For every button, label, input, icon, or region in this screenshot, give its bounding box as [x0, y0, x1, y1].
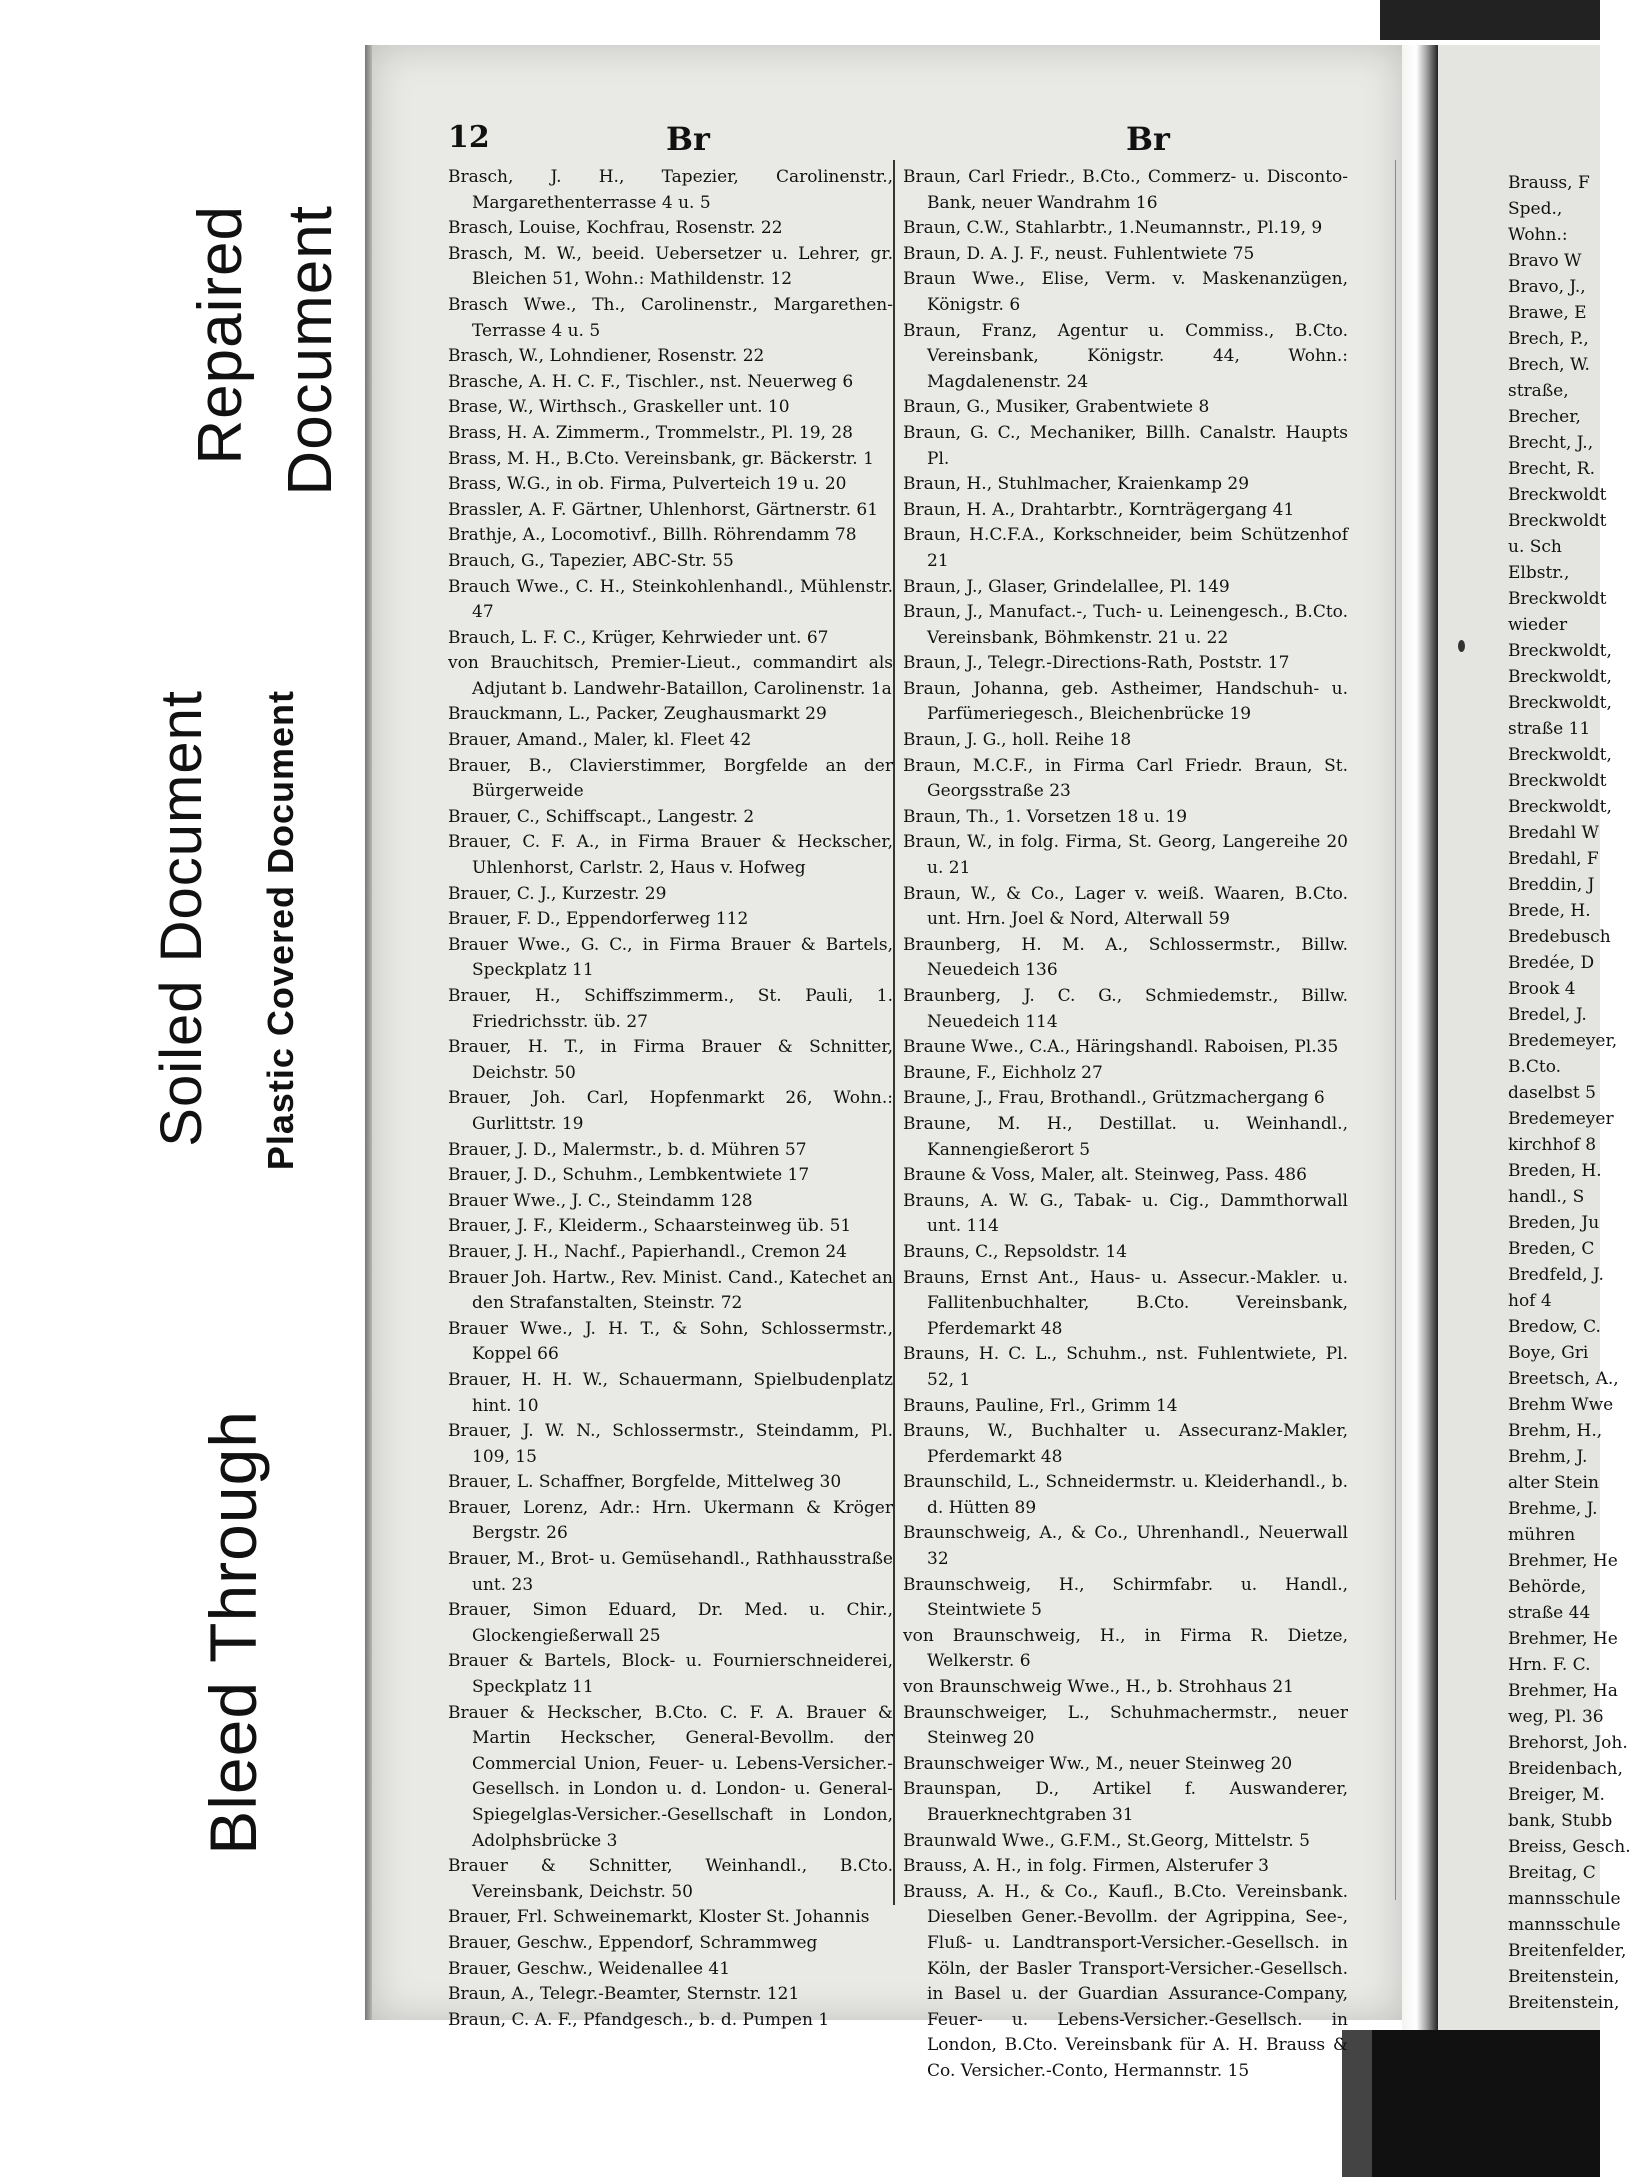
next-page-fragment: Breckwoldt,	[1508, 797, 1612, 817]
book-gutter	[1402, 40, 1438, 2040]
next-page-fragment: Brehm Wwe	[1508, 1395, 1614, 1415]
next-page-fragment: mühren	[1508, 1525, 1576, 1545]
next-page-fragment: Bredel, J.	[1508, 1005, 1587, 1025]
left-column	[448, 165, 893, 2033]
directory-entry: Brauer, J. W. N., Schlossermstr., Steindamm, Pl. 109, 15	[448, 1421, 893, 1467]
next-page-fragment: Breckwoldt	[1508, 511, 1607, 531]
next-page-fragment: Breidenbach,	[1508, 1759, 1623, 1779]
directory-entry: Brass, M. H., B.Cto. Vereinsbank, gr. Bäckerstr. 1	[448, 448, 874, 469]
directory-entry: Brauer, Lorenz, Adr.: Hrn. Ukermann & Kröger Bergstr. 26	[448, 1497, 893, 1544]
directory-entry: Braun, Johanna, geb. Astheimer, Handschuh- u. Parfümeriegesch., Bleichenbrücke 19	[903, 678, 1348, 725]
next-page-fragment: Brehmer, He	[1508, 1551, 1618, 1571]
directory-entry: Brasch, J. H., Tapezier, Carolinenstr., Margarethenterrasse 4 u. 5	[448, 167, 893, 213]
page-number: 12	[448, 120, 490, 155]
directory-entry: Brase, W., Wirthsch., Graskeller unt. 10	[448, 397, 790, 418]
next-page-fragment: Bravo, J.,	[1508, 277, 1586, 297]
directory-entry: Braunwald Wwe., G.F.M., St.Georg, Mittelstr. 5	[903, 1830, 1310, 1851]
directory-entry: Brauer, H. T., in Firma Brauer & Schnitter, Deichstr. 50	[448, 1037, 893, 1083]
directory-entry: Braune, F., Eichholz 27	[903, 1062, 1103, 1083]
next-page-fragment: weg, Pl. 36	[1508, 1707, 1604, 1727]
directory-entry: Brauer, Frl. Schweinemarkt, Kloster St. Johannis	[448, 1907, 870, 1928]
directory-entry: Brauer, J. D., Schuhm., Lembkentwiete 17	[448, 1165, 810, 1186]
next-page-fragment: Hrn. F. C.	[1508, 1655, 1591, 1675]
next-page-fragment: B.Cto.	[1508, 1057, 1562, 1077]
next-page-fragment: Brecht, R.	[1508, 459, 1595, 479]
next-page-fragment: kirchhof 8	[1508, 1135, 1597, 1155]
directory-entry: Brauer & Heckscher, B.Cto. C. F. A. Brauer & Martin Heckscher, General-Bevollm. der Commercial Union, Feuer- u. Lebens-Versicher.-Gesellsch. in London u. d. London- u. General-Spiegelglas-Versicher.-Gesellschaft in London, Adolphsbrücke 3	[448, 1702, 893, 1851]
next-page-fragment: Bravo W	[1508, 251, 1582, 271]
next-page-column	[1508, 170, 1631, 2016]
directory-entry: Brauns, A. W. G., Tabak- u. Cig., Dammthorwall unt. 114	[903, 1190, 1348, 1237]
next-page-fragment: Brecht, J.,	[1508, 433, 1594, 453]
directory-entry: von Braunschweig Wwe., H., b. Strohhaus 21	[903, 1677, 1294, 1698]
next-page-fragment: Breiger, M.	[1508, 1785, 1605, 1805]
next-page-fragment: handl., S	[1508, 1187, 1585, 1207]
next-page-fragment: Breitenfelder,	[1508, 1941, 1627, 1961]
directory-entry: Brauckmann, L., Packer, Zeughausmarkt 29	[448, 704, 827, 725]
directory-entry: Braun, Carl Friedr., B.Cto., Commerz- u. Disconto-Bank, neuer Wandrahm 16	[903, 167, 1348, 213]
next-page-fragment: Breckwoldt,	[1508, 667, 1612, 687]
next-page-fragment: Wohn.:	[1508, 225, 1568, 245]
next-page-fragment: hof 4	[1508, 1291, 1552, 1311]
left-column-header: Br	[666, 120, 710, 158]
directory-entry: Brauer, H. H. W., Schauermann, Spielbudenplatz hint. 10	[448, 1369, 893, 1416]
directory-entry: Braun, J., Glaser, Grindelallee, Pl. 149	[903, 576, 1230, 597]
next-page-fragment: daselbst 5	[1508, 1083, 1596, 1103]
label-bleed-through: Bleed Through	[196, 1410, 270, 1855]
next-page-fragment: Breden, H.	[1508, 1161, 1602, 1181]
next-page-fragment: wieder	[1508, 615, 1568, 635]
next-page-fragment: Brehm, J.	[1508, 1447, 1588, 1467]
directory-entry: Brauss, A. H., & Co., Kaufl., B.Cto. Vereinsbank. Dieselben Gener.-Bevollm. der Agrippina, See-, Fluß- u. Landtransport-Versicher.-Gesellsch. in Köln, der Basler Transport-Versicher.-Gesellsch. in Basel u. der Guardian Assurance-Company, Feuer- u. Lebens-Versicher.-Gesellsch. in London, B.Cto. Vereinsbank für A. H. Brauss & Co. Versicher.-Conto, Hermannstr. 15	[903, 1881, 1348, 2081]
directory-entry: Braun, H.C.F.A., Korkschneider, beim Schützenhof 21	[903, 525, 1348, 571]
next-page-fragment: Brehme, J.	[1508, 1499, 1598, 1519]
directory-entry: Braun, H., Stuhlmacher, Kraienkamp 29	[903, 474, 1250, 495]
directory-entry: Braunberg, J. C. G., Schmiedemstr., Billw. Neuedeich 114	[903, 986, 1348, 1032]
directory-entry: Brauns, Ernst Ant., Haus- u. Assecur.-Makler. u. Fallitenbuchhalter, B.Cto. Vereinsbank, Pferdemarkt 48	[903, 1267, 1348, 1339]
next-page-fragment: bank, Stubb	[1508, 1811, 1613, 1831]
top-corner	[1380, 0, 1600, 45]
directory-entry: Braunschild, L., Schneidermstr. u. Kleiderhandl., b. d. Hütten 89	[903, 1472, 1348, 1518]
next-page-fragment: Brech, W.	[1508, 355, 1590, 375]
directory-entry: Brauer Wwe., G. C., in Firma Brauer & Bartels, Speckplatz 11	[448, 934, 893, 981]
directory-entry: Braun, M.C.F., in Firma Carl Friedr. Braun, St. Georgsstraße 23	[903, 755, 1348, 802]
directory-entry: Braun, J. G., holl. Reihe 18	[903, 730, 1132, 751]
next-page-fragment: Breden, Ju	[1508, 1213, 1600, 1233]
next-page-fragment: Brehm, H.,	[1508, 1421, 1603, 1441]
directory-entry: Brasch, Louise, Kochfrau, Rosenstr. 22	[448, 218, 783, 239]
directory-entry: von Braunschweig, H., in Firma R. Dietze, Welkerstr. 6	[903, 1625, 1348, 1672]
next-page-fragment: Brauss, F	[1508, 173, 1590, 193]
directory-entry: Brasch Wwe., Th., Carolinenstr., Margarethen-Terrasse 4 u. 5	[448, 294, 893, 341]
directory-entry: Brauss, A. H., in folg. Firmen, Alsterufer 3	[903, 1856, 1269, 1877]
directory-entry: Brauer, Simon Eduard, Dr. Med. u. Chir., Glockengießerwall 25	[448, 1600, 893, 1646]
next-page-fragment: Brawe, E	[1508, 303, 1587, 323]
directory-entry: Brauer & Bartels, Block- u. Fournierschneiderei, Speckplatz 11	[448, 1651, 893, 1698]
directory-entry: Brauer, C., Schiffscapt., Langestr. 2	[448, 806, 755, 827]
label-repaired: Repaired	[186, 205, 255, 465]
directory-entry: Braun, J., Manufact.-, Tuch- u. Leinengesch., B.Cto. Vereinsbank, Böhmkenstr. 21 u. 22	[903, 602, 1348, 648]
next-page-fragment: Breckwoldt	[1508, 589, 1607, 609]
next-page-fragment: Breckwoldt,	[1508, 641, 1612, 661]
next-page-fragment: straße 11	[1508, 719, 1591, 739]
directory-entry: Brauch Wwe., C. H., Steinkohlenhandl., Mühlenstr. 47	[448, 576, 893, 623]
directory-entry: Braun, W., & Co., Lager v. weiß. Waaren, B.Cto. unt. Hrn. Joel & Nord, Alterwall 59	[903, 883, 1348, 930]
directory-entry: Brauer & Schnitter, Weinhandl., B.Cto. Vereinsbank, Deichstr. 50	[448, 1856, 893, 1902]
directory-entry: Braune & Voss, Maler, alt. Steinweg, Pass. 486	[903, 1165, 1307, 1186]
directory-entry: Braune Wwe., C.A., Häringshandl. Raboisen, Pl.35	[903, 1037, 1339, 1058]
next-page-fragment: Bredebusch	[1508, 927, 1611, 947]
next-page-fragment: straße,	[1508, 381, 1569, 401]
directory-entry: Brauer, C. F. A., in Firma Brauer & Heckscher, Uhlenhorst, Carlstr. 2, Haus v. Hofweg	[448, 832, 893, 879]
next-page-fragment: Elbstr.,	[1508, 563, 1570, 583]
next-page-fragment: Bredfeld, J.	[1508, 1265, 1604, 1285]
directory-entry: Braunberg, H. M. A., Schlossermstr., Billw. Neuedeich 136	[903, 934, 1348, 981]
next-page-fragment: Breckwoldt,	[1508, 693, 1612, 713]
directory-entry: Brauer, Joh. Carl, Hopfenmarkt 26, Wohn.: Gurlittstr. 19	[448, 1088, 893, 1134]
next-page-fragment: u. Sch	[1508, 537, 1562, 557]
next-page-fragment: Breckwoldt	[1508, 485, 1607, 505]
next-page-fragment: Bredemeyer,	[1508, 1031, 1618, 1051]
directory-entry: Brauer, C. J., Kurzestr. 29	[448, 883, 667, 904]
directory-entry: Brauer Joh. Hartw., Rev. Minist. Cand., Katechet an den Strafanstalten, Steinstr. 72	[448, 1267, 893, 1314]
directory-entry: Brauch, G., Tapezier, ABC-Str. 55	[448, 550, 734, 571]
directory-entry: Brauer, J. F., Kleiderm., Schaarsteinweg üb. 51	[448, 1216, 852, 1237]
directory-entry: Brauer, J. D., Malermstr., b. d. Mühren 57	[448, 1139, 807, 1160]
directory-entry: Brauer, H., Schiffszimmerm., St. Pauli, 1. Friedrichsstr. üb. 27	[448, 986, 893, 1032]
directory-entry: Brauer, F. D., Eppendorferweg 112	[448, 909, 749, 930]
next-page-fragment: Brook 4	[1508, 979, 1576, 999]
directory-entry: Braun, A., Telegr.-Beamter, Sternstr. 121	[448, 1984, 800, 2005]
directory-entry: Braun, D. A. J. F., neust. Fuhlentwiete 75	[903, 243, 1255, 264]
next-page-fragment: straße 44	[1508, 1603, 1591, 1623]
next-page-fragment: Breitenstein,	[1508, 1993, 1620, 2013]
directory-entry: Brassler, A. F. Gärtner, Uhlenhorst, Gärtnerstr. 61	[448, 499, 879, 520]
next-page-fragment: Brecher,	[1508, 407, 1581, 427]
directory-entry: Braunschweig, A., & Co., Uhrenhandl., Neuerwall 32	[903, 1523, 1348, 1570]
next-page-fragment: Breitag, C	[1508, 1863, 1596, 1883]
next-page-fragment: Bredée, D	[1508, 953, 1595, 973]
ink-spot	[1458, 640, 1465, 652]
directory-entry: Brauer, J. H., Nachf., Papierhandl., Cremon 24	[448, 1241, 847, 1262]
next-page-fragment: Breddin, J	[1508, 875, 1595, 895]
next-page-fragment: Brehmer, He	[1508, 1629, 1618, 1649]
directory-entry: Brasch, M. W., beeid. Uebersetzer u. Lehrer, gr. Bleichen 51, Wohn.: Mathildenstr. 12	[448, 243, 893, 290]
next-page-fragment: Brede, H.	[1508, 901, 1591, 921]
directory-entry: Braune, M. H., Destillat. u. Weinhandl., Kannengießerort 5	[903, 1113, 1348, 1160]
next-page-fragment: Brech, P.,	[1508, 329, 1589, 349]
directory-entry: Brauer Wwe., J. C., Steindamm 128	[448, 1190, 753, 1211]
directory-entry: Brauch, L. F. C., Krüger, Kehrwieder unt. 67	[448, 627, 829, 648]
directory-entry: Braunschweiger, L., Schuhmachermstr., neuer Steinweg 20	[903, 1702, 1348, 1749]
directory-entry: Brauns, Pauline, Frl., Grimm 14	[903, 1395, 1178, 1416]
directory-entry: Brauer Wwe., J. H. T., & Sohn, Schlossermstr., Koppel 66	[448, 1318, 893, 1365]
directory-entry: Braunschweiger Ww., M., neuer Steinweg 20	[903, 1753, 1293, 1774]
directory-entry: Brass, W.G., in ob. Firma, Pulverteich 19 u. 20	[448, 474, 847, 495]
directory-entry: Braunspan, D., Artikel f. Auswanderer, Brauerknechtgraben 31	[903, 1779, 1348, 1825]
next-page-fragment: Behörde,	[1508, 1577, 1587, 1597]
directory-entry: Brauer, Geschw., Weidenallee 41	[448, 1958, 731, 1979]
directory-entry: Braun, W., in folg. Firma, St. Georg, Langereihe 20 u. 21	[903, 832, 1348, 879]
directory-entry: Brass, H. A. Zimmerm., Trommelstr., Pl. 19, 28	[448, 422, 853, 443]
right-column-header: Br	[1126, 120, 1170, 158]
next-page-fragment: Sped.,	[1508, 199, 1563, 219]
label-repaired-document: Document	[276, 205, 345, 496]
directory-entry: Brasch, W., Lohndiener, Rosenstr. 22	[448, 346, 765, 367]
directory-entry: Brasche, A. H. C. F., Tischler., nst. Neuerweg 6	[448, 371, 854, 392]
directory-entry: von Brauchitsch, Premier-Lieut., commandirt als Adjutant b. Landwehr-Bataillon, Carolinenstr. 1a	[448, 653, 893, 699]
next-page-fragment: Bredahl, F	[1508, 849, 1599, 869]
next-page-fragment: Breiss, Gesch.	[1508, 1837, 1631, 1857]
directory-entry: Brauer, L. Schaffner, Borgfelde, Mittelweg 30	[448, 1472, 842, 1493]
next-page-fragment: Breckwoldt,	[1508, 745, 1612, 765]
directory-entry: Brauer, M., Brot- u. Gemüsehandl., Rathhausstraße unt. 23	[448, 1549, 893, 1595]
next-page-fragment: Breitenstein,	[1508, 1967, 1620, 1987]
next-page-fragment: Boye, Gri	[1508, 1343, 1589, 1363]
directory-entry: Brathje, A., Locomotivf., Billh. Röhrendamm 78	[448, 525, 857, 546]
directory-entry: Braun, Th., 1. Vorsetzen 18 u. 19	[903, 806, 1188, 827]
next-page-fragment: Breckwoldt	[1508, 771, 1607, 791]
right-column	[903, 165, 1348, 2085]
directory-entry: Brauer, Geschw., Eppendorf, Schrammweg	[448, 1932, 818, 1953]
directory-entry: Braun, G. C., Mechaniker, Billh. Canalstr. Haupts Pl.	[903, 422, 1348, 469]
next-page-fragment: Bredahl W	[1508, 823, 1599, 843]
label-soiled-document: Soiled Document	[149, 690, 214, 1147]
directory-entry: Brauns, C., Repsoldstr. 14	[903, 1241, 1128, 1262]
directory-entry: Braunschweig, H., Schirmfabr. u. Handl., Steintwiete 5	[903, 1574, 1348, 1621]
next-page-fragment: mannsschule	[1508, 1915, 1621, 1935]
next-page-fragment: alter Stein	[1508, 1473, 1599, 1493]
directory-entry: Braun, C. A. F., Pfandgesch., b. d. Pumpen 1	[448, 2009, 830, 2030]
directory-entry: Braun, J., Telegr.-Directions-Rath, Poststr. 17	[903, 653, 1290, 674]
next-page-fragment: Brehorst, Joh.	[1508, 1733, 1628, 1753]
next-page-fragment: Breden, C	[1508, 1239, 1595, 1259]
directory-entry: Brauns, H. C. L., Schuhm., nst. Fuhlentwiete, Pl. 52, 1	[903, 1344, 1348, 1390]
directory-entry: Braun, Franz, Agentur u. Commiss., B.Cto. Vereinsbank, Königstr. 44, Wohn.: Magdalenenstr. 24	[903, 320, 1348, 392]
directory-entry: Brauer, B., Clavierstimmer, Borgfelde an der Bürgerweide	[448, 755, 893, 802]
directory-entry: Braun, H. A., Drahtarbtr., Kornträgergang 41	[903, 499, 1295, 520]
bottom-dark-area	[1342, 2030, 1600, 2177]
directory-entry: Braun Wwe., Elise, Verm. v. Maskenanzügen, Königstr. 6	[903, 269, 1348, 315]
right-margin-rule	[1395, 160, 1396, 1900]
next-page-fragment: Brehmer, Ha	[1508, 1681, 1618, 1701]
directory-entry: Braun, G., Musiker, Grabentwiete 8	[903, 397, 1210, 418]
next-page-fragment: Bredow, C.	[1508, 1317, 1601, 1337]
next-page-fragment: Bredemeyer	[1508, 1109, 1614, 1129]
directory-entry: Brauer, Amand., Maler, kl. Fleet 42	[448, 730, 752, 751]
next-page-fragment: mannsschule	[1508, 1889, 1621, 1909]
next-page-fragment: Breetsch, A.,	[1508, 1369, 1619, 1389]
directory-entry: Braun, C.W., Stahlarbtr., 1.Neumannstr., Pl.19, 9	[903, 218, 1323, 239]
label-plastic-covered: Plastic Covered Document	[260, 690, 301, 1171]
directory-entry: Braune, J., Frau, Brothandl., Grützmachergang 6	[903, 1088, 1325, 1109]
directory-entry: Brauns, W., Buchhalter u. Assecuranz-Makler, Pferdemarkt 48	[903, 1421, 1348, 1467]
column-divider	[893, 160, 895, 1905]
